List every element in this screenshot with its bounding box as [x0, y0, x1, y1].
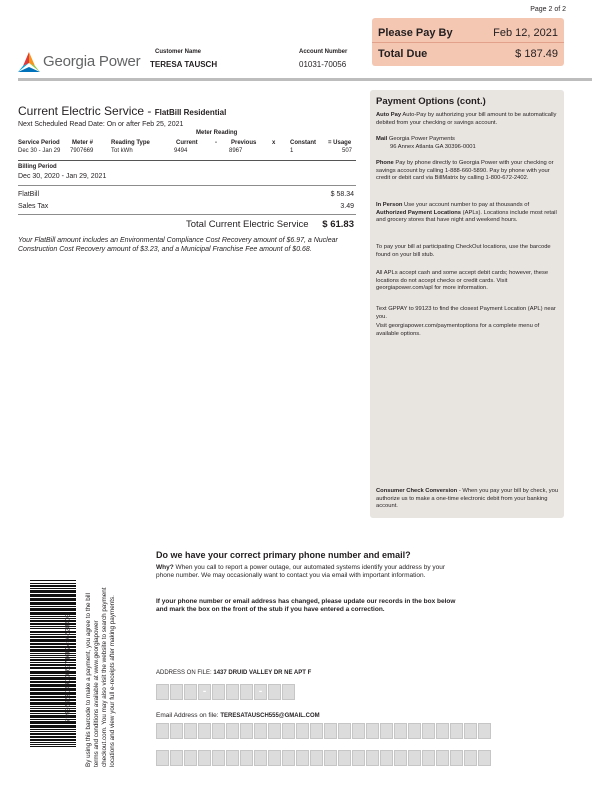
header-previous: Previous: [231, 140, 257, 146]
account-number: 01031-70056: [299, 60, 347, 69]
entry-box[interactable]: [422, 723, 435, 739]
entry-box[interactable]: [450, 723, 463, 739]
header-usage: = Usage: [328, 140, 352, 146]
header-constant: Constant: [290, 140, 316, 146]
entry-box[interactable]: [240, 750, 253, 766]
total-due-label: Total Due: [378, 48, 428, 60]
charge-amount: $ 58.34: [330, 191, 354, 198]
mail-label: Mail: [376, 136, 388, 142]
divider: [372, 42, 564, 43]
entry-box[interactable]: [366, 723, 379, 739]
entry-box[interactable]: [296, 750, 309, 766]
entry-box[interactable]: [352, 723, 365, 739]
entry-box[interactable]: [282, 723, 295, 739]
entry-box[interactable]: [408, 750, 421, 766]
address-on-file: [156, 670, 311, 676]
please-pay-label: Please Pay By: [378, 27, 453, 39]
header-meter: Meter #: [72, 140, 94, 146]
entry-box[interactable]: [240, 684, 253, 700]
service-note: Your FlatBill amount includes an Environmental Compliance Cost Recovery amount of $6.97, a Nuclear Construction Cost Recovery amount of $3.23, and a Municipal Franchise Fee amount of $0.68.: [18, 237, 338, 253]
entry-box[interactable]: [198, 723, 211, 739]
address-value: 1437 DRUID VALLEY DR NE APT F: [213, 670, 312, 676]
row-usage: 507: [342, 148, 353, 154]
text-gppay: Text GPPAY to 99123 to find the closest Payment Location (APL) near you.: [376, 306, 556, 320]
entry-box[interactable]: [156, 684, 169, 700]
please-pay-date: Feb 12, 2021: [493, 27, 558, 39]
row-constant: 1: [290, 148, 294, 154]
charge-label: Sales Tax: [18, 203, 49, 210]
georgia-power-logo-icon: [18, 52, 40, 74]
entry-box[interactable]: [156, 723, 169, 739]
customer-name: TERESA TAUSCH: [150, 60, 218, 69]
entry-box[interactable]: [170, 723, 183, 739]
why-label: Why?: [156, 564, 174, 571]
entry-box[interactable]: [324, 750, 337, 766]
entry-box[interactable]: [254, 723, 267, 739]
total-current-service-amount: $ 61.83: [322, 219, 354, 230]
entry-box[interactable]: [282, 750, 295, 766]
inperson-apl: Authorized Payment Locations: [376, 209, 462, 216]
mail-line2: 96 Annex Atlanta GA 30396-0001: [390, 143, 476, 150]
entry-box[interactable]: [422, 750, 435, 766]
entry-box[interactable]: [226, 750, 239, 766]
autopay-text: [376, 112, 560, 127]
entry-box[interactable]: [464, 723, 477, 739]
entry-box[interactable]: [380, 750, 393, 766]
apls-text: All APLs accept cash and some accept debit cards; however, these locations do not accept checks or credit cards. Visit georgiapower.com/apl for more information.: [376, 270, 549, 292]
pay-summary-box: [372, 18, 564, 66]
company-name: Georgia Power: [43, 53, 141, 70]
entry-box[interactable]: [464, 750, 477, 766]
autopay-label: Auto Pay: [376, 112, 402, 118]
check-conversion-label: Consumer Check Conversion: [376, 488, 458, 494]
entry-box[interactable]: [310, 750, 323, 766]
entry-box[interactable]: [366, 750, 379, 766]
entry-box[interactable]: [338, 750, 351, 766]
entry-box[interactable]: [184, 723, 197, 739]
entry-box[interactable]: [352, 750, 365, 766]
total-current-service-label: Total Current Electric Service: [186, 219, 309, 230]
billing-period: Dec 30, 2020 - Jan 29, 2021: [18, 173, 107, 180]
entry-box[interactable]: [184, 684, 197, 700]
email-on-file: [156, 712, 320, 719]
divider: [18, 185, 356, 186]
entry-box[interactable]: [380, 723, 393, 739]
barcode-number: 79936659049000637168249652840B: [64, 612, 72, 723]
entry-box[interactable]: -: [254, 684, 267, 700]
entry-box[interactable]: [450, 750, 463, 766]
entry-box[interactable]: [268, 723, 281, 739]
entry-box[interactable]: [296, 723, 309, 739]
row-previous: 8967: [229, 148, 243, 154]
entry-box[interactable]: [436, 723, 449, 739]
header-x: x: [272, 140, 276, 146]
payment-options-panel: [370, 90, 564, 518]
charge-amount: 3.49: [340, 203, 354, 210]
meter-reading-label: Meter Reading: [196, 130, 238, 136]
entry-box[interactable]: [408, 723, 421, 739]
row-current: 9494: [174, 148, 188, 154]
why-text: When you call to report a power outage, our automated systems identify your address by your phone number. We may occasionally want to contact you via email with important information.: [156, 564, 446, 580]
check-conversion-text: [376, 488, 560, 511]
address-entry-boxes[interactable]: [156, 684, 295, 700]
account-number-label: Account Number: [299, 49, 348, 55]
inperson-text: [376, 202, 560, 225]
entry-box[interactable]: [478, 723, 491, 739]
mail-line1: Georgia Power Payments: [388, 136, 455, 142]
phone-text: [376, 160, 560, 183]
entry-box[interactable]: [156, 750, 169, 766]
visit-text: Visit georgiapower.com/paymentoptions for a complete menu of available options.: [376, 323, 540, 337]
contact-why: [156, 564, 456, 581]
email-entry-boxes-row1[interactable]: [156, 723, 491, 739]
checkout-text: To pay your bill at participating CheckOut locations, use the barcode found on your bill stub.: [376, 244, 551, 258]
payment-options-title: Payment Options (cont.): [376, 96, 486, 107]
header-service-period: Service Period: [18, 140, 60, 146]
entry-box[interactable]: [170, 684, 183, 700]
entry-box[interactable]: [226, 684, 239, 700]
charge-label: FlatBill: [18, 191, 40, 198]
inperson-description-c: (APLs). Locations include most retail and grocery stores that have night and weekend hours.: [376, 209, 557, 224]
phone-label: Phone: [376, 160, 394, 166]
contact-title: Do we have your correct primary phone number and email?: [156, 550, 411, 560]
entry-box[interactable]: -: [198, 684, 211, 700]
entry-box[interactable]: [184, 750, 197, 766]
entry-box[interactable]: [254, 750, 267, 766]
entry-box[interactable]: [394, 750, 407, 766]
entry-box[interactable]: [212, 684, 225, 700]
customer-name-label: Customer Name: [155, 49, 202, 55]
entry-box[interactable]: [226, 723, 239, 739]
row-meter: 7907669: [70, 148, 94, 154]
entry-box[interactable]: [394, 723, 407, 739]
inperson-description-a: Use your account number to pay at thousands of: [404, 202, 530, 208]
inperson-label: In Person: [376, 202, 403, 208]
total-due-amount: $ 187.49: [515, 48, 558, 60]
entry-box[interactable]: [310, 723, 323, 739]
service-title: [18, 104, 226, 118]
phone-description: Pay by phone directly to Georgia Power with your checking or savings account by calling 1-888-660-5890. Pay by phone with your credit or debit card via BillMatrix by calling 1-800-672-2402.: [376, 160, 554, 182]
header-rule: [18, 78, 592, 81]
divider: [18, 160, 356, 161]
contact-update-instructions: If your phone number or email address has changed, please update our records in the box below and mark the box on the front of the stub if you have entered a correction.: [156, 598, 456, 614]
entry-box[interactable]: [282, 684, 295, 700]
email-entry-boxes-row2[interactable]: [156, 750, 491, 766]
autopay-description: Auto-Pay by authorizing your bill amount to be automatically debited from your checking or savings account.: [376, 112, 557, 126]
entry-box[interactable]: [478, 750, 491, 766]
entry-box[interactable]: [212, 750, 225, 766]
entry-box[interactable]: [324, 723, 337, 739]
header-reading-type: Reading Type: [111, 140, 150, 146]
entry-box[interactable]: [240, 723, 253, 739]
check-conversion-description: - When you pay your bill by check, you authorize us to make a one-time electronic debit from your banking account.: [376, 488, 559, 510]
row-service-period: Dec 30 - Jan 29: [18, 148, 61, 154]
email-label: Email Address on file:: [156, 712, 219, 719]
entry-box[interactable]: [436, 750, 449, 766]
entry-box[interactable]: [198, 750, 211, 766]
mail-text: [376, 136, 560, 151]
header-minus: -: [215, 140, 217, 146]
barcode-terms-note: By using this barcode to make a payment, you agree to the bill terms and conditions available at www.georgiapower checkout.com. You may also visit the website to search payment locations and view your full e-receipts after making payments.: [85, 587, 116, 767]
entry-box[interactable]: [212, 723, 225, 739]
entry-box[interactable]: [268, 750, 281, 766]
address-label: ADDRESS ON FILE:: [156, 670, 212, 676]
entry-box[interactable]: [268, 684, 281, 700]
header-current: Current: [176, 140, 198, 146]
divider: [18, 214, 356, 215]
email-value: TERESATAUSCH555@GMAIL.COM: [220, 713, 320, 719]
service-title-text: Current Electric Service -: [18, 104, 152, 118]
next-read-date: Next Scheduled Read Date: On or after Feb 25, 2021: [18, 121, 184, 128]
service-subtitle: FlatBill Residential: [154, 108, 227, 117]
row-reading-type: Tot kWh: [111, 148, 133, 154]
page-number: Page 2 of 2: [530, 6, 566, 13]
entry-box[interactable]: [338, 723, 351, 739]
entry-box[interactable]: [170, 750, 183, 766]
billing-period-label: Billing Period: [18, 164, 57, 170]
